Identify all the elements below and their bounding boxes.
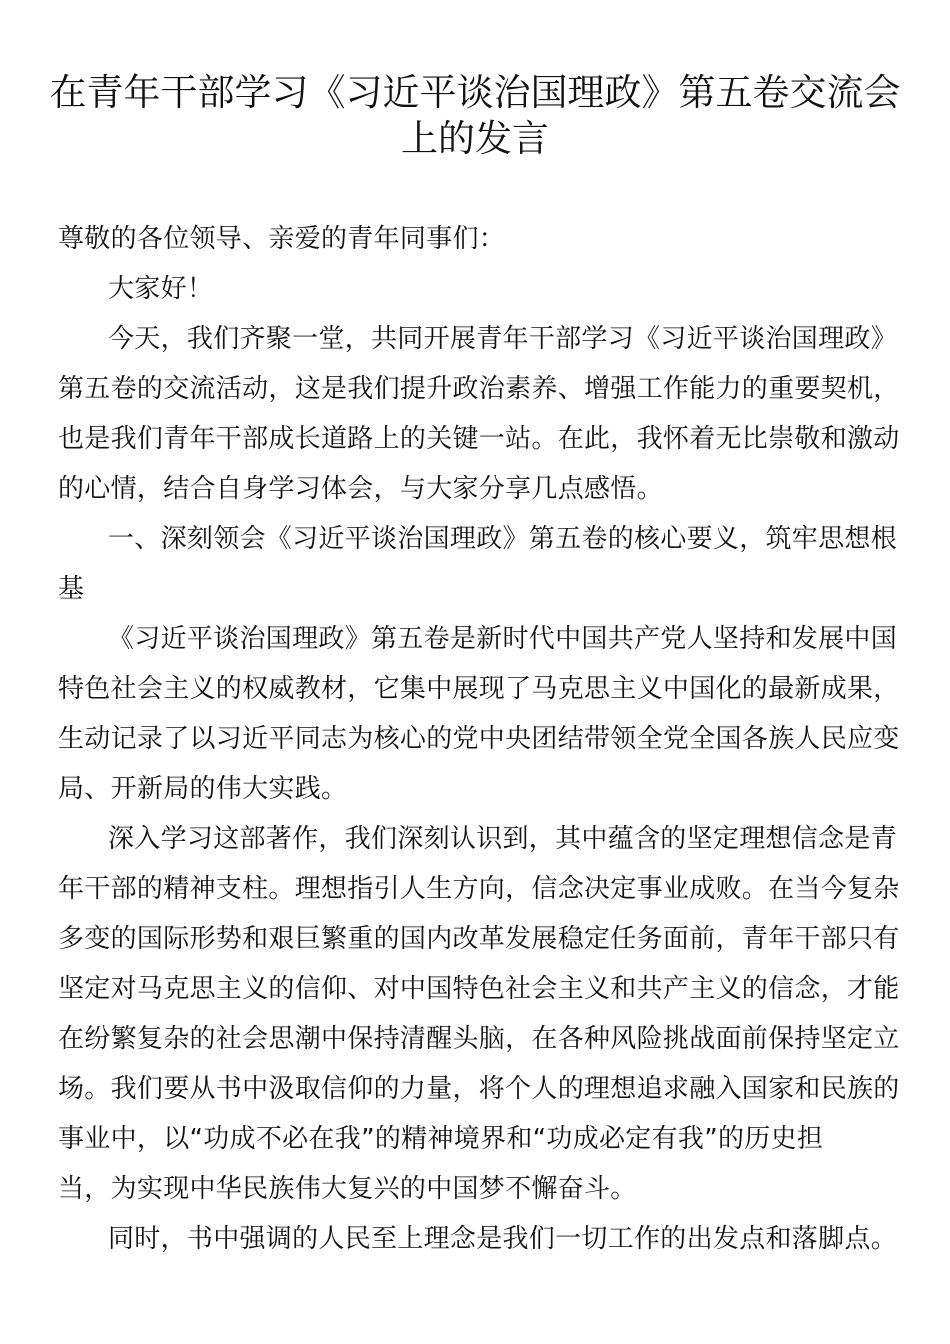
section-heading-line: 一、深刻领会《习近平谈治国理政》第五卷的核心要义，筑牢思想根 [108,524,898,554]
document-title-line-1: 在青年干部学习《习近平谈治国理政》第五卷交流会 [49,71,901,114]
paragraph-line: 生动记录了以习近平同志为核心的党中央团结带领全党全国各族人民应变 [58,724,900,754]
paragraph-line: 坚定对马克思主义的信仰、对中国特色社会主义和共产主义的信念，才能 [58,974,900,1004]
paragraph-line: 事业中，以“功成不必在我”的精神境界和“功成必定有我”的历史担 [58,1124,824,1154]
paragraph-line: 年干部的精神支柱。理想指引人生方向，信念决定事业成败。在当今复杂 [58,874,900,904]
paragraph-line: 今天，我们齐聚一堂，共同开展青年干部学习《习近平谈治国理政》 [108,324,898,354]
paragraph-line: 第五卷的交流活动，这是我们提升政治素养、增强工作能力的重要契机， [58,374,900,404]
paragraph-line: 多变的国际形势和艰巨繁重的国内改革发展稳定任务面前，青年干部只有 [58,924,900,954]
section-heading-line: 基 [58,574,85,604]
paragraph-line: 特色社会主义的权威教材，它集中展现了马克思主义中国化的最新成果， [58,674,900,704]
paragraph-line: 同时，书中强调的人民至上理念是我们一切工作的出发点和落脚点。 [108,1224,898,1254]
paragraph-line: 在纷繁复杂的社会思潮中保持清醒头脑，在各种风险挑战面前保持坚定立 [58,1024,900,1054]
paragraph-line: 局、开新局的伟大实践。 [58,774,348,804]
paragraph-line: 也是我们青年干部成长道路上的关键一站。在此，我怀着无比崇敬和激动 [58,424,900,454]
paragraph-line: 场。我们要从书中汲取信仰的力量，将个人的理想追求融入国家和民族的 [58,1074,900,1104]
salutation: 尊敬的各位领导、亲爱的青年同事们： [58,224,506,254]
paragraph-line: 当，为实现中华民族伟大复兴的中国梦不懈奋斗。 [58,1174,637,1204]
paragraph-line: 深入学习这部著作，我们深刻认识到，其中蕴含的坚定理想信念是青 [108,824,898,854]
greeting: 大家好！ [108,274,214,304]
paragraph-line: 《习近平谈治国理政》第五卷是新时代中国共产党人坚持和发展中国 [108,624,898,654]
paragraph-line: 的心情，结合自身学习体会，与大家分享几点感悟。 [58,474,663,504]
document-title-line-2: 上的发言 [401,117,549,160]
